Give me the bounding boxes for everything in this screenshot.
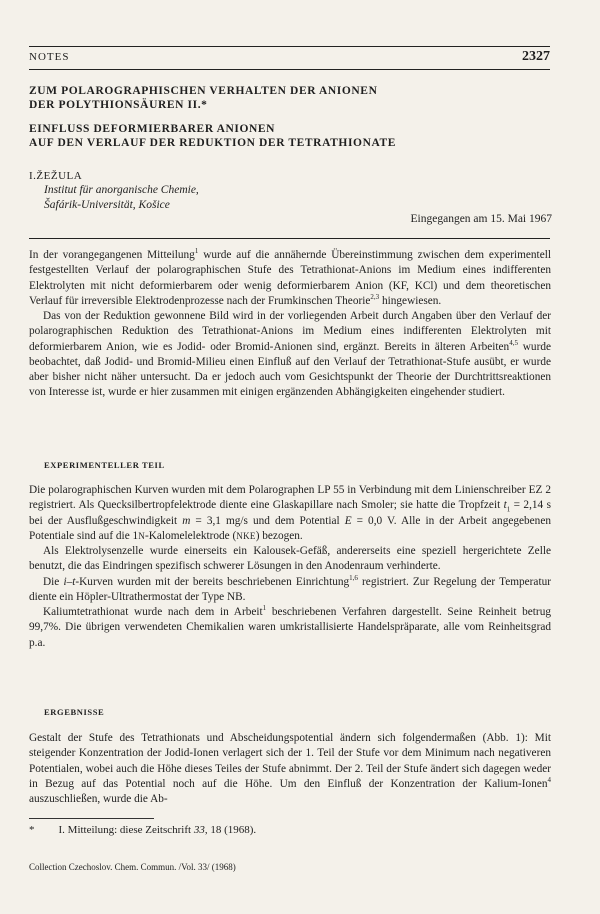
citation-ref: 1 — [194, 247, 199, 256]
section-heading-experimental: EXPERIMENTELLER TEIL — [44, 460, 165, 470]
math-variable: m — [182, 514, 191, 527]
text-run: -Kalomelelektrode ( — [145, 529, 237, 542]
article-subtitle — [29, 122, 396, 150]
text-run: Die — [43, 575, 64, 588]
footnote — [29, 824, 256, 836]
text-run: In der vorangegangenen Mitteilung — [29, 249, 195, 261]
experimental-paragraph-2: Als Elektrolysenzelle wurde einerseits ein Kalousek-Gefäß, andererseits eine speziell hergerichtete Zelle benutzt, die das Eindringen spezifisch schwerer Lösungen in den Anodenraum verhinderte. — [29, 545, 551, 573]
footnote-rule — [29, 818, 154, 819]
math-subscript: 1 — [506, 505, 511, 514]
text-run: registriert. Zur Regelung der Temperatur diente ein Höpler-Ultrathermostat der Type NB. — [29, 575, 551, 603]
math-variable: i–t — [63, 575, 76, 588]
subtitle-line-2: AUF DEN VERLAUF DER REDUKTION DER TETRATHIONATE — [29, 137, 397, 149]
volume-number: 33 — [193, 824, 205, 836]
text-run: Die polarographischen Kurven wurden mit dem Polarographen LP 55 in Verbindung mit dem Linienschreiber EZ 2 registriert. Als Quecksilbertropfelektrode diente eine Glaskapillare nach Smoler; sie hatte die Tropfzeit — [29, 484, 551, 512]
intro-text — [29, 248, 551, 401]
experimental-text — [29, 483, 551, 651]
experimental-paragraph-1 — [29, 483, 551, 544]
text-run: Das von der Reduktion gewonnene Bild wird in der vorliegenden Arbeit durch Angaben über den Verlauf der polarographischen Reduktion des Tetrathionat-Anions im Medium eines indifferenten Elektrolyten mit deformierbarem Anion, wie es Jodid- oder Bromid-Anionen sind, ergänzt. Bereits in älteren Arbeiten — [29, 310, 551, 353]
page-number: 2327 — [522, 49, 550, 64]
author: I.ŽEŽULA — [29, 170, 83, 182]
text-run: I. Mitteilung: diese Zeitschrift — [58, 824, 194, 836]
experimental-paragraph-3 — [29, 575, 551, 606]
text-run: wurde beobachtet, daß Jodid- und Bromid-Milieu einen Einfluß auf den Verlauf der Tetrathionat-Stufe ausübt, er wurde aber bisher nicht näher untersucht. Da er jedoch auch vom Gesichtspunkt der Theorie der Durchtrittsreaktionen von Interesse ist, wurde er hier zusammen mit einigen ergänzenden Abhängigkeiten eingehender studiert. — [29, 340, 552, 399]
citation-ref: 2,3 — [370, 292, 380, 301]
text-run: , 18 (1968). — [204, 824, 257, 836]
text-run: Gestalt der Stufe des Tetrathionats und Abscheidungspotential ändern sich folgendermaßen (Abb. 1): Mit steigender Konzentration der Jodid-Ionen verlagert sich der 1. Teil der Stufe vor dem Minimum nach negativeren Potentialen, wobei auch die Höhe dieses Teiles der Stufe abnimmt. Der 2. Teil der Stufe ändert sich dagegen weder in Bezug auf das Potential noch auf die Höhe. Um den Einfluß der Konzentration der Kalium-Ionen — [29, 732, 551, 790]
text-run: -Kurven wurden mit der bereits beschriebenen Einrichtung — [75, 575, 350, 588]
results-paragraph-1 — [29, 731, 551, 807]
footnote-text — [59, 824, 257, 836]
intro-paragraph-2 — [29, 309, 551, 401]
text-run: wurde auf die annähernde Übereinstimmung zwischen dem experimentell festgestellten Verlauf der polarographischen Stufe des Tetrathionat-Anions im Medium eines indifferenten Elektrolyten mit nicht deformierbarem oder wenig deformierbarem Anion (KF, KCl) und dem theoretischen Verlauf für irreversible Elektrodenprozesse nach der Frumkinschen Theorie — [29, 249, 551, 307]
small-caps: N — [138, 530, 145, 541]
title-line-2: DER POLYTHIONSÄUREN II.* — [29, 99, 208, 111]
citation-ref: 1 — [262, 604, 267, 613]
results-text — [29, 731, 551, 807]
text-run: = 2,14 s bei der Ausflußgeschwindigkeit — [29, 499, 551, 527]
affiliation — [44, 183, 199, 213]
text-run: hingewiesen. — [379, 294, 442, 307]
header-section-label: NOTES — [29, 51, 70, 63]
journal-citation: Collection Czechoslov. Chem. Commun. /Vol. 33/ (1968) — [29, 862, 236, 872]
text-run: = 0,0 V. Alle in der Arbeit angegebenen Potentiale sind auf die 1 — [29, 514, 551, 542]
math-variable: t — [503, 499, 507, 512]
footnote-marker: * — [29, 824, 35, 836]
running-header — [29, 46, 550, 70]
section-heading-results: ERGEBNISSE — [44, 707, 105, 717]
title-line-1: ZUM POLAROGRAPHISCHEN VERHALTEN DER ANIONEN — [29, 85, 378, 97]
text-run: ) bezogen. — [255, 529, 303, 542]
citation-ref: 1,6 — [349, 573, 358, 582]
experimental-paragraph-4 — [29, 605, 551, 651]
math-variable: E — [344, 514, 352, 527]
affiliation-line-2: Šafárik-Universität, Košice — [44, 199, 170, 211]
text-run: auszuschließen, wurde die Ab- — [29, 793, 168, 805]
subtitle-line-1: EINFLUSS DEFORMIERBARER ANIONEN — [29, 123, 276, 135]
citation-ref: 4 — [547, 775, 551, 784]
affiliation-line-1: Institut für anorganische Chemie, — [44, 184, 199, 196]
article-title — [29, 84, 378, 112]
received-date: Eingegangen am 15. Mai 1967 — [410, 213, 552, 225]
title-separator-rule — [29, 238, 550, 239]
header-rule-top — [29, 46, 550, 47]
header-rule-bottom — [29, 69, 550, 70]
text-run: = 3,1 mg/s und dem Potential — [190, 514, 345, 527]
text-run: beschriebenen Verfahren dargestellt. Seine Reinheit betrug 99,7%. Die übrigen verwendeten Chemikalien waren umkristallisierte Handelspräparate, alle vom Reinheitsgrad p.a. — [29, 606, 551, 649]
intro-paragraph-1 — [29, 248, 551, 309]
citation-ref: 4,5 — [509, 338, 518, 347]
small-caps: NKE — [236, 530, 256, 541]
text-run: Kaliumtetrathionat wurde nach dem in Arbeit — [43, 606, 263, 618]
